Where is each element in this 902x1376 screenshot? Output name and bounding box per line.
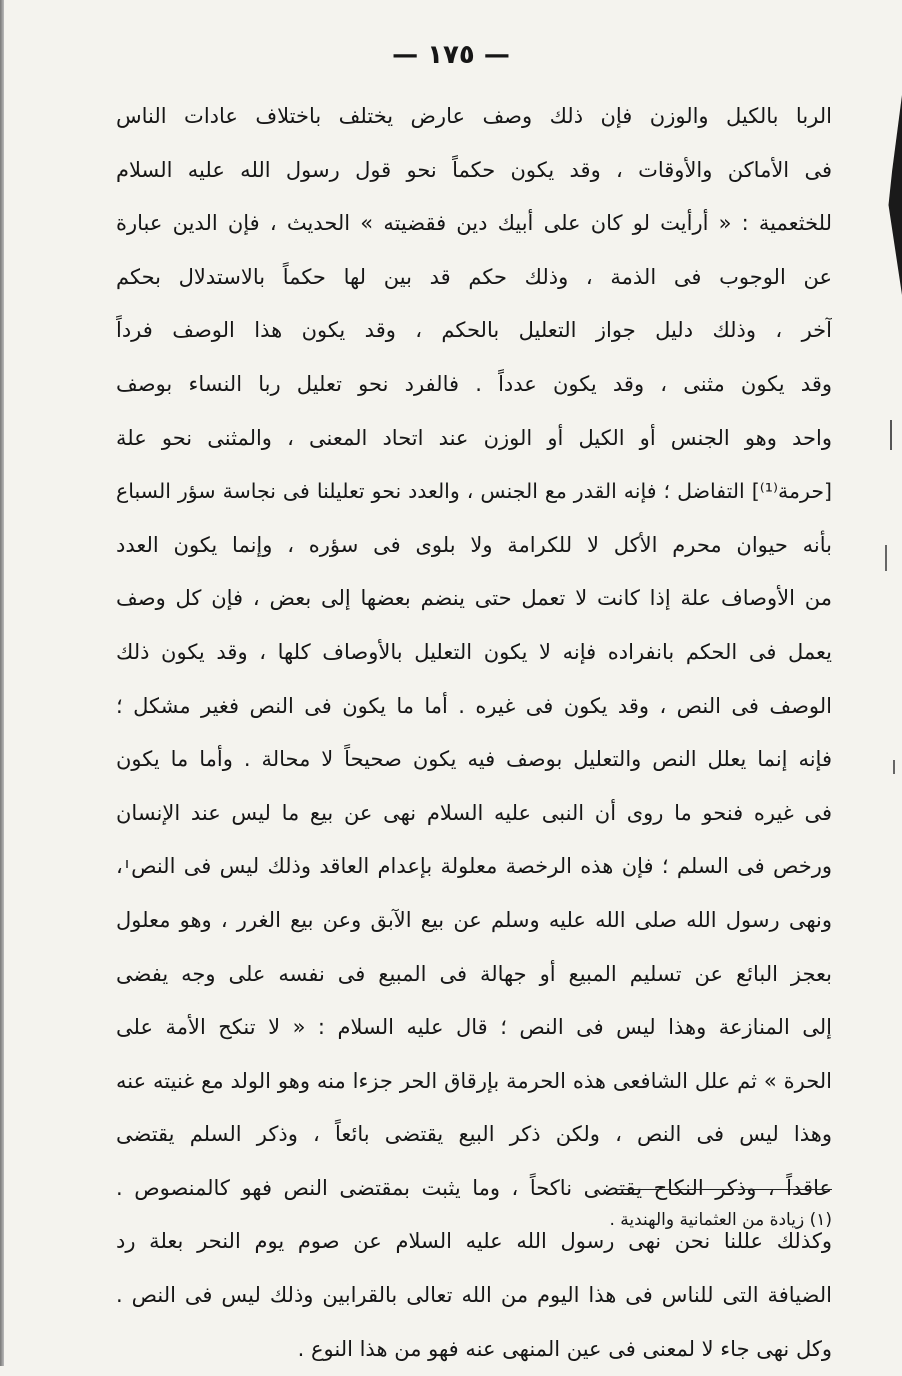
text-line: [حرمة⁽¹⁾] التفاضل ؛ فإنه القدر مع الجنس ، والعدد نحو تعليلنا فى نجاسة سؤر السباع [116,479,832,504]
footnote: (١) زيادة من العثمانية والهندية . [609,1210,832,1230]
text-line: من الأوصاف علة إذا كانت لا تعمل حتى ينضم بعضها إلى بعض ، فإن كل وصف [116,586,832,611]
text-line: الربا بالكيل والوزن فإن ذلك وصف عارض يختلف باختلاف عادات الناس [116,104,832,128]
page-number: — ١٧٥ — [392,40,510,70]
footnote-divider [616,1189,832,1190]
text-line: واحد وهو الجنس أو الكيل أو الوزن عند اتحاد المعنى ، والمثنى نحو علة [116,425,832,450]
scan-speck [885,545,887,571]
text-line: الحرة » ثم علل الشافعى هذه الحرمة بإرقاق الحر جزءا منه وهو الولد مع غنيته عنه [116,1068,832,1093]
text-line: عن الوجوب فى الذمة ، وذلك حكم قد بين لها حكماً بالاستدلال بحكم [116,264,832,289]
text-line: بأنه حيوان محرم الأكل لا للكرامة ولا بلوى فى سؤره ، وإنما يكون العدد [116,532,832,557]
text-line: بعجز البائع عن تسليم المبيع أو جهالة فى المبيع فى نفسه على وجه يفضى [116,961,832,986]
text-line: الوصف فى النص ، وقد يكون فى غيره . أما ما يكون فى النص فغير مشكل ؛ [116,693,832,718]
text-line: ورخص فى السلم ؛ فإن هذه الرخصة معلولة بإعدام العاقد وذلك ليس فى النص ، [116,854,832,879]
scan-edge-mark [884,95,902,295]
body-text [116,90,832,1376]
text-line: آخر ، وذلك دليل جواز التعليل بالحكم ، وقد يكون هذا الوصف فرداً [116,318,832,343]
text-line: يعمل فى الحكم بانفراده فإنه لا يكون التعليل بالأوصاف كلها ، وقد يكون ذلك [116,639,832,664]
text-line: إلى المنازعة وهذا ليس فى النص ؛ قال عليه السلام : « لا تنكح الأمة على [116,1015,832,1040]
scan-speck [893,760,895,774]
scan-edge-shadow [0,0,4,1366]
text-line: فى الأماكن والأوقات ، وقد يكون حكماً نحو قول رسول الله عليه السلام [116,157,832,182]
text-line: فى غيره فنحو ما روى أن النبى عليه السلام نهى عن بيع ما ليس عند الإنسان [116,800,832,825]
text-line: ونهى رسول الله صلى الله عليه وسلم عن بيع الآبق وعن بيع الغرر ، وهو معلول [116,907,832,932]
text-line: وكذلك عللنا نحن نهى رسول الله عليه السلام عن صوم يوم النحر بعلة رد [116,1229,832,1254]
text-line: الضيافة التى للناس فى هذا اليوم من الله تعالى بالقرابين وذلك ليس فى النص . [116,1283,832,1308]
text-line: عاقداً ، وذكر النكاح يقتضى ناكحاً ، وما يثبت بمقتضى النص فهو كالمنصوص . [116,1175,832,1200]
scan-speck [890,420,892,450]
text-line: للخثعمية : « أرأيت لو كان على أبيك دين فقضيته » الحديث ، فإن الدين عبارة [116,211,832,236]
text-line: وكل نهى جاء لا لمعنى فى عين المنهى عنه فهو من هذا النوع . [297,1336,832,1361]
text-line: وقد يكون مثنى ، وقد يكون عدداً . فالفرد نحو تعليل ربا النساء بوصف [116,371,832,396]
text-line: فإنه إنما يعلل النص والتعليل بوصف فيه يكون صحيحاً لا محالة . وأما ما يكون [116,747,832,772]
text-line: وهذا ليس فى النص ، ولكن ذكر البيع يقتضى بائعاً ، وذكر السلم يقتضى [116,1122,832,1147]
